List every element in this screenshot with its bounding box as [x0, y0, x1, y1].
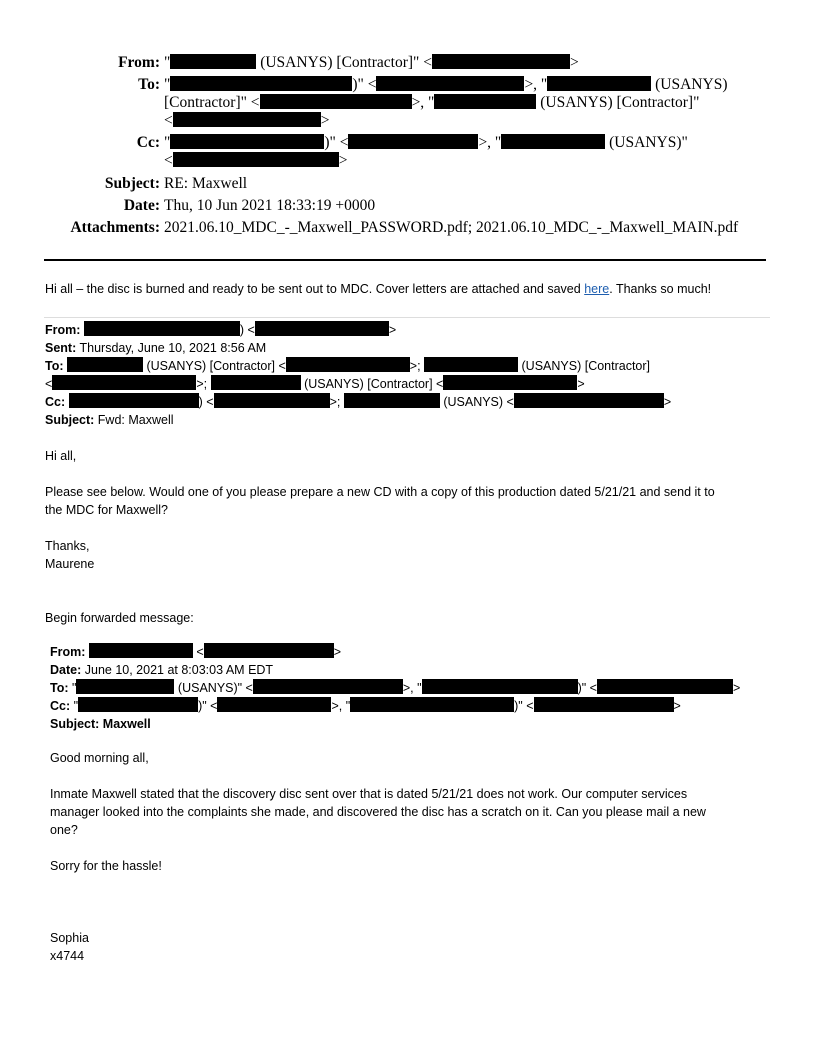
- redaction: [434, 94, 536, 109]
- to-value-line-1: " )" < >, " (USANYS): [164, 76, 728, 93]
- redaction: [170, 134, 324, 149]
- date-label: Date:: [123, 197, 160, 214]
- msg2-from-row: From: ) < >: [45, 323, 397, 337]
- msg2-sent-label: Sent:: [45, 341, 77, 355]
- redaction: [67, 357, 143, 372]
- redaction: [350, 697, 514, 712]
- date-value: Thu, 10 Jun 2021 18:33:19 +0000: [164, 197, 376, 214]
- redaction: [170, 76, 352, 91]
- redaction: [376, 76, 524, 91]
- msg2-body-line-2: the MDC for Maxwell?: [45, 503, 168, 517]
- msg3-cc-label: Cc:: [50, 699, 71, 713]
- msg2-cc-label: Cc:: [45, 395, 66, 409]
- msg2-subject-row: Subject: Fwd: Maxwell: [45, 413, 174, 427]
- cc-label: Cc:: [136, 134, 160, 151]
- msg2-cc-row: Cc: ) < >; (USANYS) < >: [45, 395, 672, 409]
- msg2-thanks: Thanks,: [45, 539, 90, 553]
- redaction: [514, 393, 664, 408]
- msg2-to-row: To: (USANYS) [Contractor] < >; (USANYS) [Contractor]: [45, 359, 651, 373]
- redaction: [534, 697, 674, 712]
- msg3-to-row: To: " (USANYS)" < >, " )" < >: [50, 681, 741, 695]
- redaction: [211, 375, 301, 390]
- msg3-subject-value: Maxwell: [102, 717, 151, 731]
- message-separator: [44, 317, 770, 318]
- msg2-to-row-2: < >; (USANYS) [Contractor] < >: [45, 377, 585, 391]
- msg3-apology: Sorry for the hassle!: [50, 859, 162, 873]
- msg2-signature: Maurene: [45, 557, 95, 571]
- redaction: [173, 152, 339, 167]
- redaction: [443, 375, 577, 390]
- redaction: [286, 357, 410, 372]
- redaction: [424, 357, 518, 372]
- to-value-line-2: [Contractor]" < >, " (USANYS) [Contractor]": [164, 94, 700, 111]
- redaction: [89, 643, 193, 658]
- to-value-line-3: < >: [164, 112, 330, 129]
- cc-value-line-1: " )" < >, " (USANYS)": [164, 134, 688, 151]
- forward-notice: Begin forwarded message:: [45, 611, 194, 625]
- msg3-date-row: Date: June 10, 2021 at 8:03:03 AM EDT: [50, 663, 274, 677]
- redaction: [348, 134, 478, 149]
- header-divider: [44, 259, 766, 261]
- here-link[interactable]: here: [584, 282, 610, 296]
- to-label: To:: [138, 76, 160, 93]
- redaction: [260, 94, 412, 109]
- subject-label: Subject:: [104, 175, 160, 192]
- redaction: [78, 697, 198, 712]
- redaction: [214, 393, 330, 408]
- msg3-cc-row: Cc: " )" < >, " )" < >: [50, 699, 681, 713]
- msg3-greeting: Good morning all,: [50, 751, 149, 765]
- msg3-from-row: From: < >: [50, 645, 342, 659]
- cc-value-line-2: < >: [164, 152, 348, 169]
- msg3-date-label: Date:: [50, 663, 82, 677]
- redaction: [52, 375, 196, 390]
- attachments-value[interactable]: 2021.06.10_MDC_-_Maxwell_PASSWORD.pdf; 2021.06.10_MDC_-_Maxwell_MAIN.pdf: [164, 219, 739, 236]
- from-label: From:: [118, 54, 160, 71]
- redaction: [84, 321, 240, 336]
- redaction: [173, 112, 321, 127]
- redaction: [432, 54, 570, 69]
- msg2-sent-row: Sent: Thursday, June 10, 2021 8:56 AM: [45, 341, 267, 355]
- redaction: [501, 134, 605, 149]
- msg3-signature-extension: x4744: [50, 949, 85, 963]
- redaction: [204, 643, 334, 658]
- redaction: [255, 321, 389, 336]
- redaction: [69, 393, 199, 408]
- attachments-label: Attachments:: [70, 219, 160, 236]
- msg3-body-line-2: manager looked into the complaints she made, and discovered the disc has a scratch on it. Can you please mail a new: [50, 805, 706, 819]
- redaction: [422, 679, 578, 694]
- msg3-subject-label: Subject:: [50, 717, 100, 731]
- redaction: [597, 679, 733, 694]
- msg2-greeting: Hi all,: [45, 449, 77, 463]
- msg2-body-line-1: Please see below. Would one of you please prepare a new CD with a copy of this production dated 5/21/21 and send it to: [45, 485, 715, 499]
- msg3-body-line-3: one?: [50, 823, 78, 837]
- redaction: [253, 679, 403, 694]
- msg3-from-label: From:: [50, 645, 86, 659]
- redaction: [217, 697, 331, 712]
- msg3-subject-row: [50, 715, 151, 733]
- msg3-to-label: To:: [50, 681, 69, 695]
- msg3-body-line-1: Inmate Maxwell stated that the discovery disc sent over that is dated 5/21/21 does not work. Our computer services: [50, 787, 688, 801]
- redaction: [547, 76, 651, 91]
- reply-body: Hi all – the disc is burned and ready to be sent out to MDC. Cover letters are attached and saved here. Thanks so much!: [45, 282, 712, 296]
- redaction: [344, 393, 440, 408]
- msg2-to-label: To:: [45, 359, 64, 373]
- redaction: [76, 679, 174, 694]
- msg2-from-label: From:: [45, 323, 81, 337]
- msg3-signature-name: Sophia: [50, 931, 89, 945]
- redaction: [170, 54, 256, 69]
- subject-value: RE: Maxwell: [164, 175, 248, 192]
- from-value: " (USANYS) [Contractor]" < >: [164, 54, 579, 71]
- msg2-subject-label: Subject:: [45, 413, 95, 427]
